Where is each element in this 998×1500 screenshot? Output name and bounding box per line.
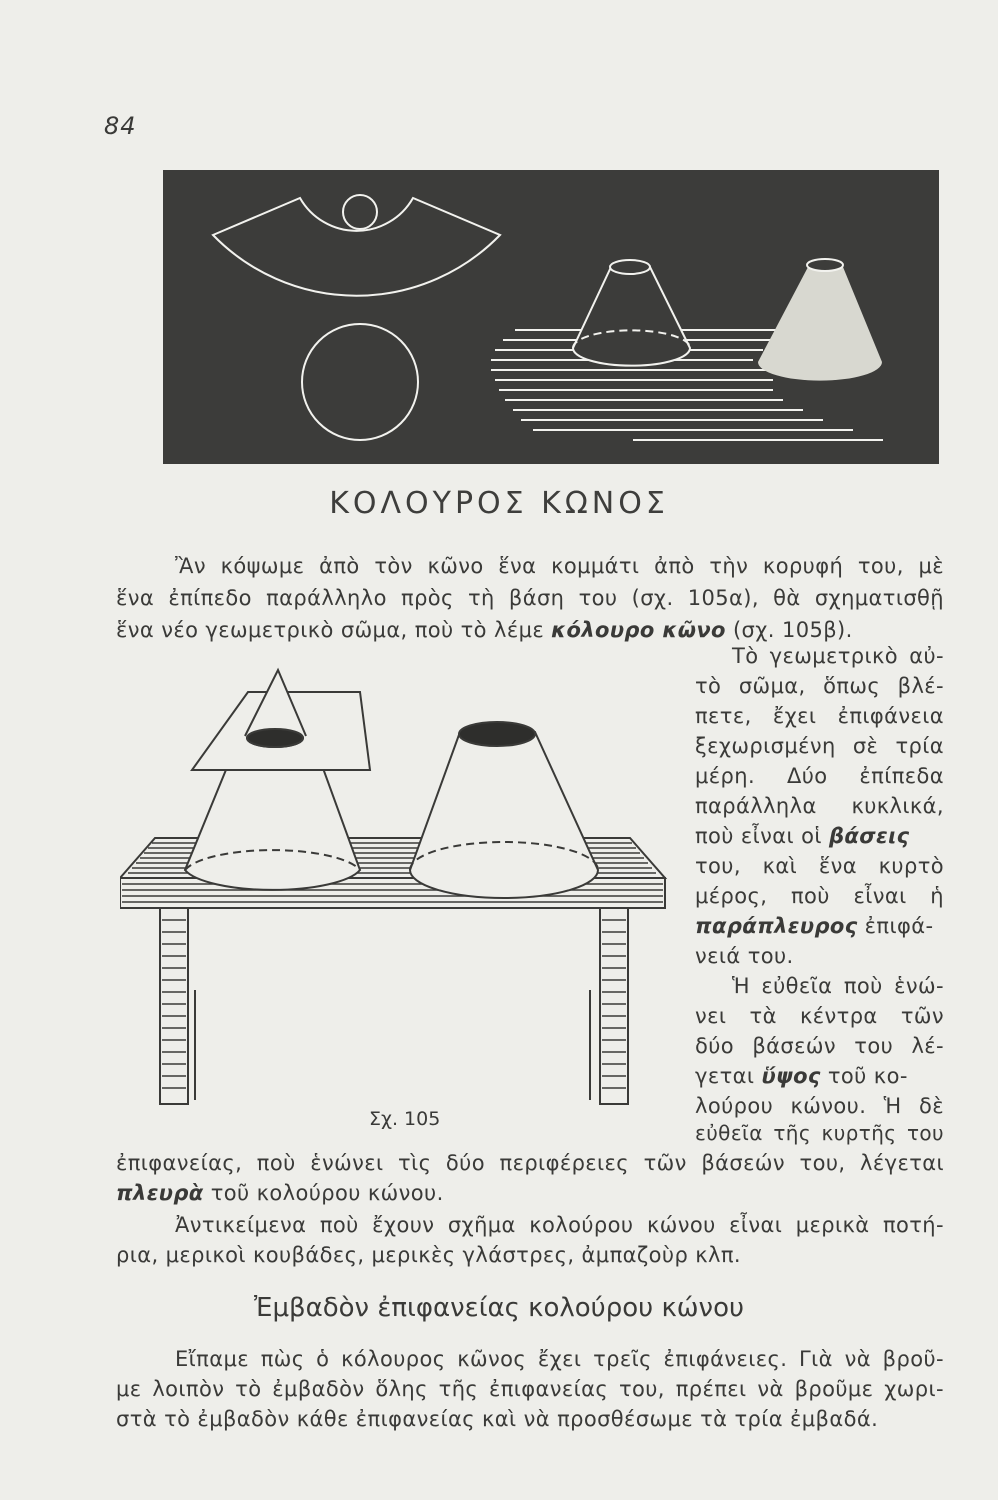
side-line: του, καὶ ἕνα κυρτὸ: [695, 854, 944, 878]
side-line: ξεχωρισμένη σὲ τρία: [695, 734, 944, 758]
figure-105b: [120, 660, 680, 1110]
area-line-3: στὰ τὸ ἐμβαδὸν κάθε ἐπιφανείας καὶ νὰ προσθέσωμε τὰ τρία ἐμβαδά.: [116, 1407, 879, 1431]
figure-caption: Σχ. 105: [369, 1108, 441, 1130]
side-line: δύο βάσεών του λέ-: [695, 1034, 944, 1058]
frustum-outline: [573, 260, 690, 366]
area-line-1: Εἴπαμε πὼς ὁ κόλουρος κῶνος ἔχει τρεῖς ἐπιφάνειες. Γιὰ νὰ βροῦ-: [175, 1347, 944, 1371]
term-plevra: πλευρὰ: [116, 1181, 204, 1205]
side-line: πετε, ἔχει ἐπιφάνεια: [695, 704, 944, 728]
side-line: παράπλευρος ἐπιφά-: [695, 914, 934, 938]
area-line-2: με λοιπὸν τὸ ἐμβαδὸν ὅλης τῆς ἐπιφανείας του, πρέπει νὰ βροῦμε χωρι-: [116, 1377, 944, 1401]
term-paraplevros: παράπλευρος: [695, 914, 858, 938]
examples-line-1: Ἀντικείμενα ποὺ ἔχουν σχῆμα κολούρου κώνου εἶναι μερικὰ ποτή-: [175, 1213, 944, 1237]
figure-105b-drawing: [120, 660, 680, 1110]
intro-line-2: ἕνα ἐπίπεδο παράλληλο πρὸς τὴ βάση του (σχ. 105α), θὰ σχηματισθῇ: [116, 586, 944, 610]
side-line: μέρος, ποὺ εἶναι ἡ: [695, 884, 944, 908]
side-line: ποὺ εἶναι οἱ βάσεις: [695, 824, 910, 848]
intro-line-3: ἕνα νέο γεωμετρικὸ σῶμα, ποὺ τὸ λέμε κόλουρο κῶνο (σχ. 105β).: [116, 618, 853, 642]
subsection-heading: Ἐμβαδὸν ἐπιφανείας κολούρου κώνου: [253, 1293, 745, 1323]
figure-105a-drawing: [163, 170, 939, 464]
side-line: παράλληλα κυκλικά,: [695, 794, 944, 818]
base-circle: [302, 324, 418, 440]
side-line: εὐθεῖα τῆς κυρτῆς του: [695, 1121, 944, 1145]
section-title: ΚΟΛΟΥΡΟΣ ΚΩΝΟΣ: [329, 486, 669, 521]
figure-105a: [163, 170, 939, 464]
side-line: Ἡ εὐθεῖα ποὺ ἑνώ-: [732, 974, 944, 998]
term-kolouros-konos: κόλουρο κῶνο: [551, 618, 726, 642]
term-ypsos: ὕψος: [761, 1064, 821, 1088]
intro-line-1: Ἂν κόψωμε ἀπὸ τὸν κῶνο ἕνα κομμάτι ἀπὸ τὴν κορυφή του, μὲ: [175, 554, 944, 578]
side-line: νειά του.: [695, 944, 794, 968]
side-line: Τὸ γεωμετρικὸ αὐ-: [732, 644, 944, 668]
side-line: λούρου κώνου. Ἡ δὲ: [695, 1094, 944, 1118]
side-line: νει τὰ κέντρα τῶν: [695, 1004, 944, 1028]
cont-line-2: πλευρὰ τοῦ κολούρου κώνου.: [116, 1181, 444, 1205]
page-number: 84: [104, 112, 137, 140]
side-line: γεται ὕψος τοῦ κο-: [695, 1064, 908, 1088]
side-line: τὸ σῶμα, ὅπως βλέ-: [695, 674, 944, 698]
examples-line-2: ρια, μερικοὶ κουβάδες, μερικὲς γλάστρες, ἀμπαζοὺρ κλπ.: [116, 1243, 742, 1267]
side-line: μέρη. Δύο ἐπίπεδα: [695, 764, 944, 788]
frustum-shaded: [758, 259, 882, 381]
term-baseis: βάσεις: [828, 824, 910, 848]
sector-net: [213, 198, 500, 296]
cont-line-1: ἐπιφανείας, ποὺ ἑνώνει τὶς δύο περιφέρειες τῶν βάσεών του, λέγεται: [116, 1151, 944, 1175]
small-circle: [343, 195, 377, 229]
